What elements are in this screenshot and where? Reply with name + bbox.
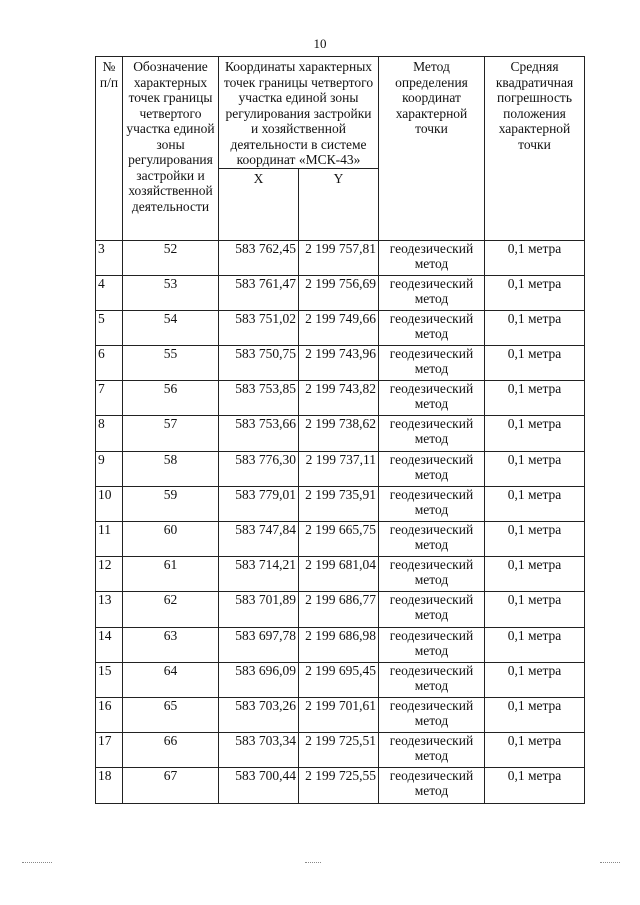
cell-error: 0,1 метра [485,275,585,310]
cell-method: геодезический метод [379,557,485,592]
table-row [96,662,585,697]
cell-x-coordinate: 583 779,01 [219,486,299,521]
cell-number: 7 [96,381,123,416]
cell-y-coordinate: 2 199 749,66 [299,310,379,345]
cell-point-designation: 62 [123,592,219,627]
table-row [96,733,585,768]
cell-method: геодезический метод [379,346,485,381]
cell-number: 18 [96,768,123,803]
cell-number: 12 [96,557,123,592]
cell-method: геодезический метод [379,733,485,768]
cell-y-coordinate: 2 199 738,62 [299,416,379,451]
cell-error: 0,1 метра [485,416,585,451]
cell-error: 0,1 метра [485,346,585,381]
cell-y-coordinate: 2 199 757,81 [299,240,379,275]
cell-y-coordinate: 2 199 681,04 [299,557,379,592]
header-designation: Обозначение характерных точек границы четвертого участка единой зоны регулирования застройки и хозяйственной деятельности [123,57,219,241]
cell-x-coordinate: 583 714,21 [219,557,299,592]
cell-y-coordinate: 2 199 743,82 [299,381,379,416]
table-row [96,522,585,557]
table-row [96,381,585,416]
cell-method: геодезический метод [379,592,485,627]
scan-edge-mark-center [305,862,321,864]
cell-x-coordinate: 583 696,09 [219,662,299,697]
cell-point-designation: 56 [123,381,219,416]
cell-method: геодезический метод [379,768,485,803]
cell-x-coordinate: 583 701,89 [219,592,299,627]
cell-number: 3 [96,240,123,275]
cell-x-coordinate: 583 761,47 [219,275,299,310]
cell-error: 0,1 метра [485,451,585,486]
cell-point-designation: 64 [123,662,219,697]
cell-y-coordinate: 2 199 686,98 [299,627,379,662]
cell-y-coordinate: 2 199 686,77 [299,592,379,627]
page-number: 10 [313,36,327,51]
table-row [96,627,585,662]
cell-x-coordinate: 583 703,34 [219,733,299,768]
cell-error: 0,1 метра [485,733,585,768]
cell-point-designation: 59 [123,486,219,521]
cell-y-coordinate: 2 199 665,75 [299,522,379,557]
cell-number: 4 [96,275,123,310]
cell-point-designation: 67 [123,768,219,803]
scan-edge-mark-right [600,862,620,864]
cell-error: 0,1 метра [485,310,585,345]
cell-point-designation: 52 [123,240,219,275]
table-body [96,240,585,803]
cell-number: 14 [96,627,123,662]
cell-point-designation: 66 [123,733,219,768]
header-error: Средняя квадратичная погрешность положения характерной точки [485,57,585,241]
header-num: № п/п [96,57,123,241]
cell-x-coordinate: 583 697,78 [219,627,299,662]
cell-y-coordinate: 2 199 735,91 [299,486,379,521]
cell-error: 0,1 метра [485,768,585,803]
cell-number: 5 [96,310,123,345]
cell-method: геодезический метод [379,381,485,416]
table-row [96,275,585,310]
cell-x-coordinate: 583 776,30 [219,451,299,486]
cell-x-coordinate: 583 700,44 [219,768,299,803]
table-header [96,57,585,241]
cell-error: 0,1 метра [485,240,585,275]
cell-point-designation: 53 [123,275,219,310]
table-row [96,240,585,275]
header-coordinates: Координаты характерных точек границы четвертого участка единой зоны регулирования застройки и хозяйственной деятельности в системе координат «МСК-43» [219,57,379,169]
table-row [96,697,585,732]
table-row [96,557,585,592]
cell-error: 0,1 метра [485,627,585,662]
cell-point-designation: 54 [123,310,219,345]
cell-method: геодезический метод [379,416,485,451]
cell-error: 0,1 метра [485,381,585,416]
table-row [96,486,585,521]
cell-number: 13 [96,592,123,627]
cell-point-designation: 57 [123,416,219,451]
cell-error: 0,1 метра [485,592,585,627]
cell-error: 0,1 метра [485,697,585,732]
cell-method: геодезический метод [379,275,485,310]
cell-number: 10 [96,486,123,521]
header-x: X [219,168,299,240]
cell-y-coordinate: 2 199 743,96 [299,346,379,381]
cell-y-coordinate: 2 199 725,51 [299,733,379,768]
table-row [96,346,585,381]
cell-y-coordinate: 2 199 701,61 [299,697,379,732]
cell-number: 6 [96,346,123,381]
cell-error: 0,1 метра [485,662,585,697]
cell-x-coordinate: 583 753,66 [219,416,299,451]
coordinates-table [95,56,585,804]
cell-method: геодезический метод [379,697,485,732]
header-method: Метод определения координат характерной точки [379,57,485,241]
cell-error: 0,1 метра [485,486,585,521]
cell-error: 0,1 метра [485,522,585,557]
cell-y-coordinate: 2 199 725,55 [299,768,379,803]
cell-point-designation: 55 [123,346,219,381]
table-row [96,310,585,345]
cell-method: геодезический метод [379,240,485,275]
scan-edge-mark-left [22,862,52,864]
cell-x-coordinate: 583 753,85 [219,381,299,416]
table-row [96,592,585,627]
cell-x-coordinate: 583 762,45 [219,240,299,275]
cell-method: геодезический метод [379,451,485,486]
cell-y-coordinate: 2 199 756,69 [299,275,379,310]
cell-point-designation: 65 [123,697,219,732]
cell-number: 15 [96,662,123,697]
cell-number: 11 [96,522,123,557]
cell-x-coordinate: 583 747,84 [219,522,299,557]
cell-number: 9 [96,451,123,486]
cell-y-coordinate: 2 199 737,11 [299,451,379,486]
cell-point-designation: 60 [123,522,219,557]
table-row [96,416,585,451]
cell-method: геодезический метод [379,627,485,662]
cell-method: геодезический метод [379,310,485,345]
cell-number: 17 [96,733,123,768]
cell-method: геодезический метод [379,522,485,557]
table-row [96,768,585,803]
cell-number: 8 [96,416,123,451]
cell-point-designation: 58 [123,451,219,486]
cell-point-designation: 63 [123,627,219,662]
cell-error: 0,1 метра [485,557,585,592]
cell-method: геодезический метод [379,486,485,521]
cell-method: геодезический метод [379,662,485,697]
cell-y-coordinate: 2 199 695,45 [299,662,379,697]
cell-x-coordinate: 583 750,75 [219,346,299,381]
cell-point-designation: 61 [123,557,219,592]
cell-x-coordinate: 583 703,26 [219,697,299,732]
cell-number: 16 [96,697,123,732]
cell-x-coordinate: 583 751,02 [219,310,299,345]
table-row [96,451,585,486]
header-y: Y [299,168,379,240]
